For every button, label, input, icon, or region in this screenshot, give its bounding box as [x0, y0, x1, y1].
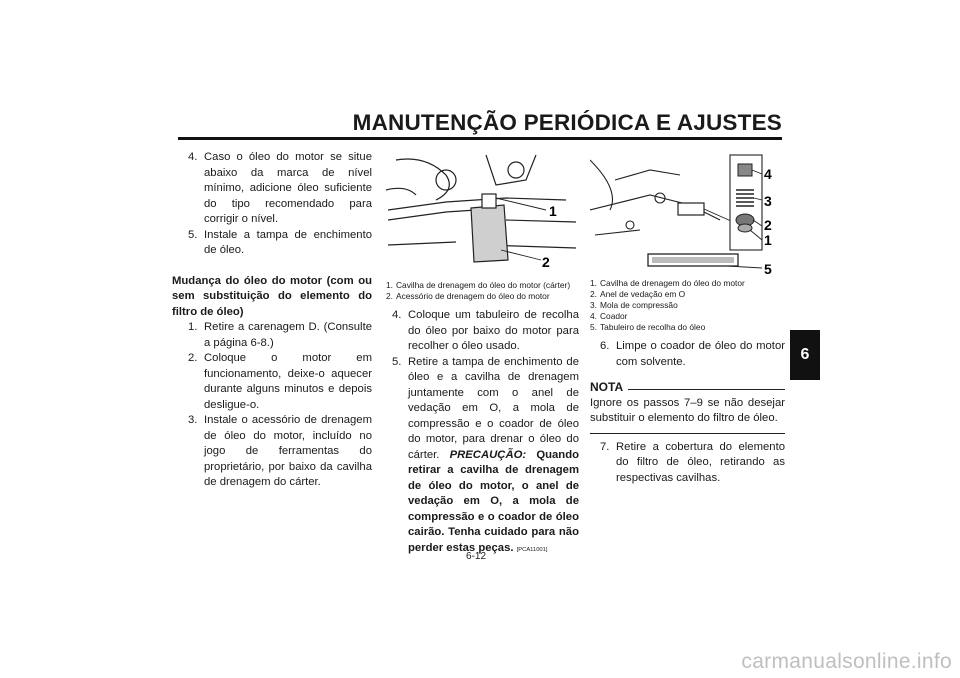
callout-4: 4 — [764, 166, 772, 182]
step-number: 3. — [188, 414, 198, 426]
caption-text: Coador — [600, 311, 628, 321]
callout-2: 2 — [542, 254, 550, 270]
caption-number: 2. — [386, 291, 393, 301]
page-title: MANUTENÇÃO PERIÓDICA E AJUSTES — [352, 110, 782, 135]
list-item — [590, 440, 785, 487]
caption-text: Cavilha de drenagem do óleo do motor (cárter) — [396, 280, 571, 290]
column-1 — [172, 150, 372, 491]
callout-1: 1 — [764, 232, 772, 248]
callout-2: 2 — [764, 217, 772, 233]
figure2-captions — [590, 278, 785, 333]
note-rule — [628, 389, 785, 390]
caution-label: PRECAUÇÃO: — [449, 448, 527, 461]
step-text: Retire a tampa de enchimento de óleo e a cavilha de drenagem juntamente com o anel de vedação em O, a mola de compressão e o coador de óleo do motor, para drenar o óleo do cárter. — [408, 355, 579, 461]
list-item — [184, 351, 372, 413]
chapter-tab: 6 — [790, 330, 820, 380]
list-item — [590, 339, 785, 370]
list-item — [386, 308, 579, 355]
list-item — [184, 228, 372, 259]
caption-number: 1. — [590, 278, 597, 288]
caption-text: Anel de vedação em O — [600, 289, 686, 299]
title-rule — [178, 137, 782, 140]
drain-accessory-shape — [471, 194, 508, 262]
callout-3: 3 — [764, 193, 772, 209]
list-item — [386, 355, 579, 559]
section-heading: Mudança do óleo do motor (com ou sem substituição do elemento do filtro de óleo) — [172, 274, 372, 318]
caption-item — [590, 322, 785, 333]
figure1-captions — [386, 280, 579, 302]
watermark: carmanualsonline.info — [741, 650, 952, 673]
caution-text: Quando retirar a cavilha de drenagem de óleo do motor, o anel de vedação em O, a mola de compressão e o coador de óleo cairão. Tenha cuidado para não perder estas peças. — [408, 448, 580, 554]
step-text: Instale o acessório de drenagem de óleo do motor, incluído no jogo de ferramentas do proprietário, por baixo da cavilha de drenagem do cárter. — [204, 414, 372, 488]
drain-bolt-figure — [386, 150, 579, 275]
step-number: 2. — [188, 352, 198, 364]
caption-number: 3. — [590, 300, 597, 310]
caption-text: Acessório de drenagem do óleo do motor — [396, 291, 550, 301]
step-number: 4. — [188, 151, 198, 163]
caption-text: Cavilha de drenagem do óleo do motor — [600, 278, 745, 288]
step-text: Coloque o motor em funcionamento, deixe-o aquecer durante alguns minutos e depois desligue-o. — [204, 352, 372, 411]
caution-ref: [PCA11001] — [516, 546, 548, 553]
note-end-rule — [590, 433, 785, 434]
step-text: Retire a carenagem D. (Consulte a página 6-8.) — [204, 321, 372, 349]
caption-number: 5. — [590, 322, 597, 332]
column-2 — [386, 150, 579, 558]
step-text: Caso o óleo do motor se situe abaixo da marca de nível mínimo, adicione óleo suficiente do tipo recomendado para corrigir o nível. — [204, 151, 372, 225]
step-number: 4. — [392, 309, 402, 321]
step-number: 5. — [188, 228, 198, 241]
step-number: 5. — [392, 355, 402, 368]
caption-text: Mola de compressão — [600, 300, 678, 310]
step-text: Coloque um tabuleiro de recolha do óleo por baixo do motor para recolher o óleo usado. — [408, 309, 579, 352]
caption-item — [590, 300, 785, 311]
caption-item — [386, 280, 579, 291]
page-number: 6-12 — [466, 551, 487, 562]
note-text: Ignore os passos 7–9 se não desejar substituir o elemento do filtro de óleo. — [590, 396, 785, 424]
step-text: Retire a cobertura do elemento do filtro de óleo, retirando as respectivas cavilhas. — [616, 440, 785, 484]
oil-strainer-figure — [590, 150, 783, 275]
caption-number: 1. — [386, 280, 393, 290]
caption-item — [590, 311, 785, 322]
caption-item — [386, 291, 579, 302]
list-item — [184, 150, 372, 228]
caption-text: Tabuleiro de recolha do óleo — [600, 322, 706, 332]
step-number: 7. — [600, 440, 610, 453]
oil-strainer-illustration — [590, 150, 783, 275]
caption-item — [590, 278, 785, 289]
note-label: NOTA — [590, 380, 624, 394]
list-item — [184, 320, 372, 351]
caption-item — [590, 289, 785, 300]
caption-number: 2. — [590, 289, 597, 299]
callout-1: 1 — [549, 203, 557, 219]
step-number: 6. — [600, 340, 610, 352]
step-text: Instale a tampa de enchimento de óleo. — [204, 228, 372, 256]
note-header — [590, 380, 785, 396]
step-text: Limpe o coador de óleo do motor com solvente. — [616, 340, 785, 368]
drain-bolt-illustration — [386, 150, 579, 275]
callout-5: 5 — [764, 261, 772, 275]
step-number: 1. — [188, 321, 198, 333]
column-3 — [590, 150, 785, 486]
list-item — [184, 413, 372, 491]
caption-number: 4. — [590, 311, 597, 321]
